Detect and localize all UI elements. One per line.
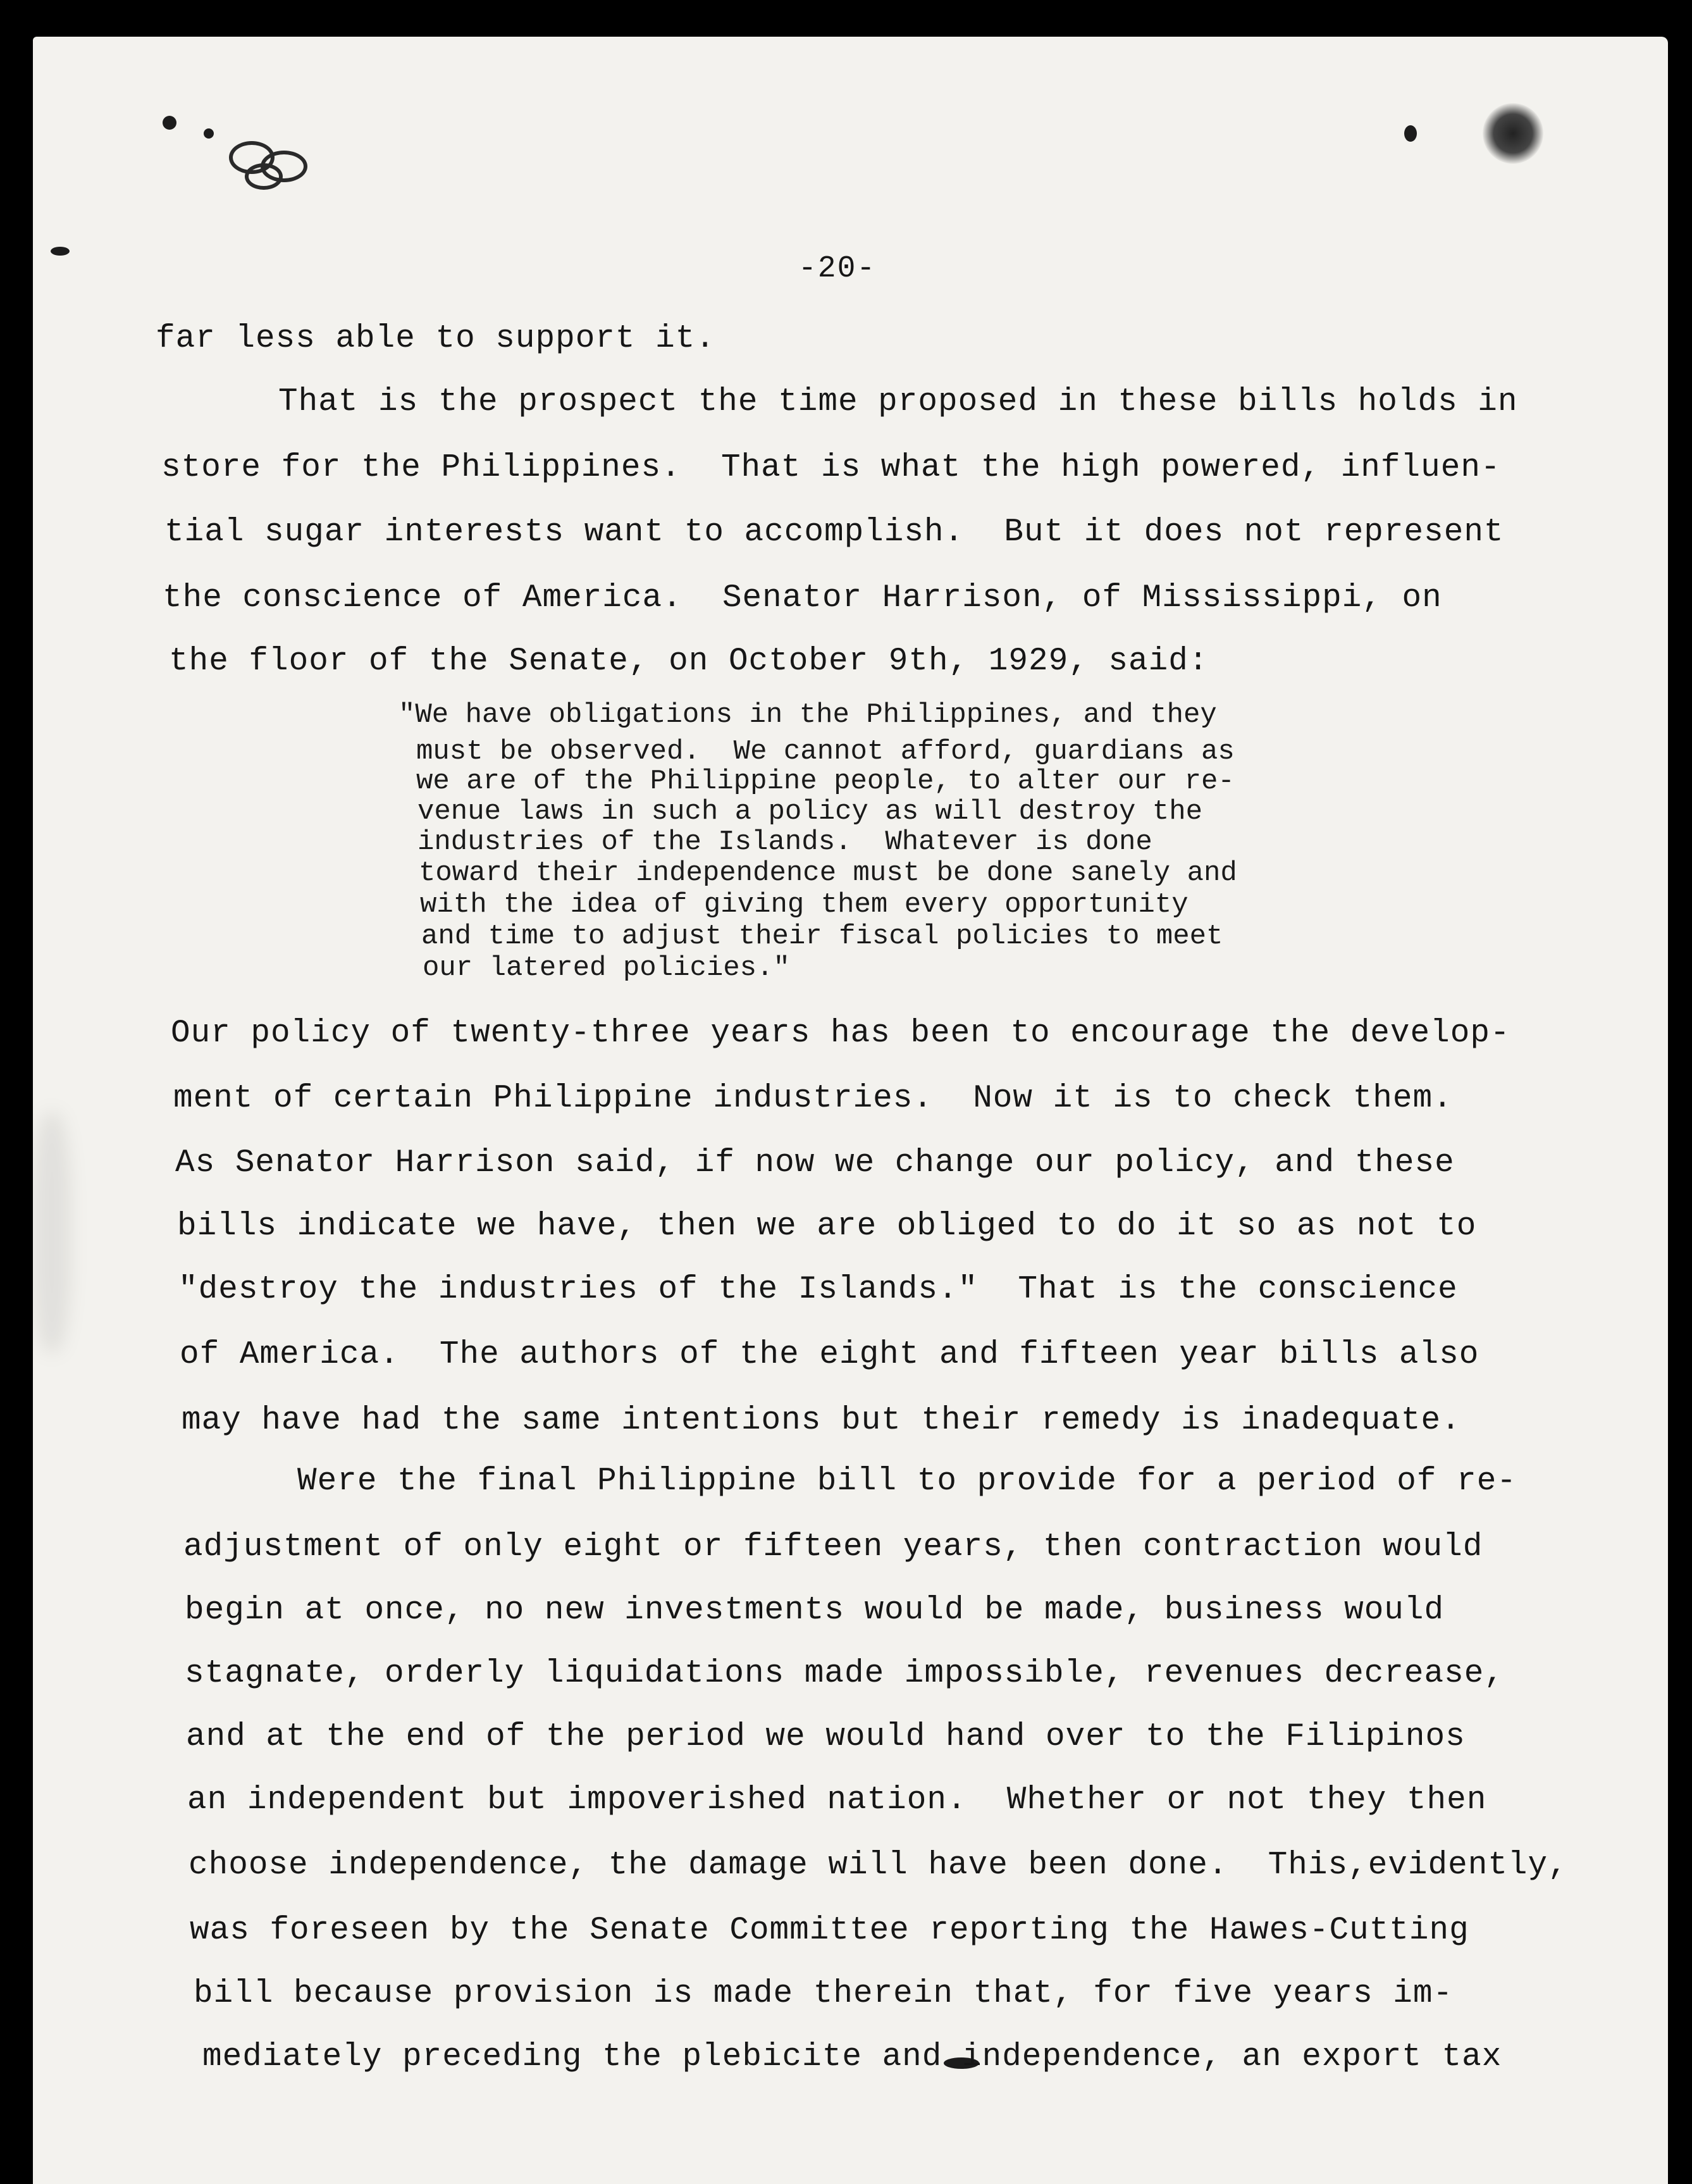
- quote-line: toward their independence must be done sanely and: [419, 857, 1237, 889]
- quote-line: our latered policies.": [423, 952, 790, 984]
- document-page: [33, 37, 1668, 2184]
- ink-dot-right: [1404, 125, 1417, 142]
- text-line: was foreseen by the Senate Committee reporting the Hawes-Cutting: [190, 1913, 1469, 1949]
- quote-line: industries of the Islands. Whatever is done: [417, 826, 1152, 858]
- quote-line: and time to adjust their fiscal policies to meet: [421, 921, 1223, 952]
- text-line: adjustment of only eight or fifteen years, then contraction would: [183, 1529, 1483, 1565]
- scan-smudge-left: [33, 1112, 71, 1353]
- text-line: mediately preceding the plebicite and independence, an export tax: [202, 2039, 1502, 2075]
- punch-hole-mark-right: [1483, 103, 1543, 164]
- text-line: choose independence, the damage will have been done. This,evidently,: [188, 1847, 1568, 1883]
- text-line: far less able to support it.: [156, 321, 715, 357]
- quote-line: venue laws in such a policy as will destroy the: [417, 796, 1203, 828]
- text-line: bills indicate we have, then we are obliged to do it so as not to: [177, 1208, 1477, 1244]
- text-line: begin at once, no new investments would be made, business would: [185, 1592, 1445, 1629]
- text-line: That is the prospect the time proposed in these bills holds in: [278, 384, 1518, 420]
- text-line: "destroy the industries of the Islands." That is the conscience: [178, 1272, 1458, 1308]
- text-line: As Senator Harrison said, if now we change our policy, and these: [175, 1145, 1455, 1181]
- text-line: the floor of the Senate, on October 9th, 1929, said:: [169, 643, 1209, 679]
- text-line: and at the end of the period we would hand over to the Filipinos: [186, 1719, 1466, 1755]
- page-number: -20-: [798, 252, 877, 286]
- text-line: tial sugar interests want to accomplish. But it does not represent: [164, 514, 1504, 550]
- ink-stain-ring-3: [245, 163, 283, 190]
- quote-line: we are of the Philippine people, to alter our re-: [416, 766, 1235, 797]
- text-line: the conscience of America. Senator Harrison, of Mississippi, on: [163, 580, 1442, 616]
- ink-blot-top-left: [163, 116, 176, 130]
- ink-blot-top-left-2: [204, 128, 214, 139]
- text-line: Were the final Philippine bill to provide for a period of re-: [297, 1463, 1517, 1499]
- text-line: store for the Philippines. That is what the high powered, influen-: [161, 450, 1501, 486]
- quote-line: "We have obligations in the Philippines, and they: [398, 699, 1217, 731]
- text-line: stagnate, orderly liquidations made impossible, revenues decrease,: [185, 1656, 1504, 1692]
- text-line: Our policy of twenty-three years has been to encourage the develop-: [171, 1015, 1510, 1052]
- text-line: bill because provision is made therein that, for five years im-: [194, 1976, 1454, 2012]
- quote-line: must be observed. We cannot afford, guardians as: [416, 736, 1235, 767]
- text-line: of America. The authors of the eight and fifteen year bills also: [180, 1337, 1479, 1373]
- quote-line: with the idea of giving them every opportunity: [420, 889, 1189, 921]
- ink-dot-left-margin: [51, 247, 70, 256]
- text-line: an independent but impoverished nation. Whether or not they then: [187, 1782, 1487, 1818]
- text-line: may have had the same intentions but their remedy is inadequate.: [182, 1403, 1461, 1439]
- text-line: ment of certain Philippine industries. Now it is to check them.: [173, 1081, 1453, 1117]
